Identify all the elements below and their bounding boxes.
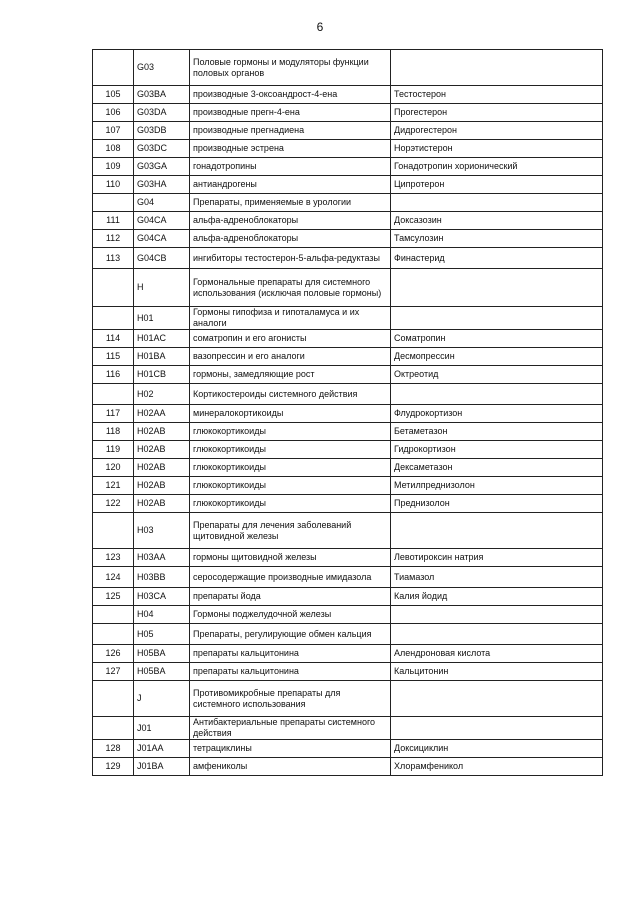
row-number-cell: 126 — [93, 645, 134, 663]
row-number-cell: 118 — [93, 423, 134, 441]
row-number-cell — [93, 606, 134, 624]
table-row — [93, 423, 603, 441]
table-row — [93, 50, 603, 86]
table-row — [93, 681, 603, 717]
atc-code-cell: H01 — [134, 307, 190, 330]
drug-name-cell: Алендроновая кислота — [391, 645, 603, 663]
row-number-cell: 114 — [93, 330, 134, 348]
atc-code-cell: G04CA — [134, 212, 190, 230]
drug-name-cell: Дексаметазон — [391, 459, 603, 477]
group-description-cell: производные эстрена — [190, 140, 391, 158]
group-description-cell: препараты кальцитонина — [190, 663, 391, 681]
atc-code-cell: H02AA — [134, 405, 190, 423]
row-number-cell: 113 — [93, 248, 134, 269]
table-row — [93, 307, 603, 330]
drug-name-cell: Тамсулозин — [391, 230, 603, 248]
table-row — [93, 740, 603, 758]
drug-name-cell — [391, 513, 603, 549]
drug-name-cell: Гидрокортизон — [391, 441, 603, 459]
group-description-cell: Препараты для лечения заболеваний щитовидной железы — [190, 513, 391, 549]
group-description-cell: Кортикостероиды системного действия — [190, 384, 391, 405]
atc-drug-table — [92, 49, 603, 776]
table-row — [93, 645, 603, 663]
table-row — [93, 269, 603, 307]
row-number-cell: 111 — [93, 212, 134, 230]
table-row — [93, 230, 603, 248]
atc-code-cell: G03BA — [134, 86, 190, 104]
table-row — [93, 158, 603, 176]
row-number-cell: 128 — [93, 740, 134, 758]
row-number-cell: 115 — [93, 348, 134, 366]
drug-name-cell — [391, 681, 603, 717]
drug-name-cell — [391, 50, 603, 86]
group-description-cell: ингибиторы тестостерон-5-альфа-редуктазы — [190, 248, 391, 269]
group-description-cell: препараты кальцитонина — [190, 645, 391, 663]
page-number: 6 — [316, 20, 324, 34]
table-row — [93, 384, 603, 405]
group-description-cell: соматропин и его агонисты — [190, 330, 391, 348]
atc-code-cell: H03 — [134, 513, 190, 549]
drug-name-cell: Тиамазол — [391, 567, 603, 588]
group-description-cell: глюкокортикоиды — [190, 495, 391, 513]
atc-code-cell: G04CA — [134, 230, 190, 248]
atc-code-cell: G03HA — [134, 176, 190, 194]
drug-name-cell: Тестостерон — [391, 86, 603, 104]
table-row — [93, 366, 603, 384]
table-row — [93, 495, 603, 513]
drug-name-cell — [391, 624, 603, 645]
group-description-cell: Половые гормоны и модуляторы функции половых органов — [190, 50, 391, 86]
drug-name-cell: Доксазозин — [391, 212, 603, 230]
table-row — [93, 86, 603, 104]
group-description-cell: Гормоны гипофиза и гипоталамуса и их аналоги — [190, 307, 391, 330]
row-number-cell: 105 — [93, 86, 134, 104]
row-number-cell: 106 — [93, 104, 134, 122]
group-description-cell: препараты йода — [190, 588, 391, 606]
row-number-cell — [93, 269, 134, 307]
group-description-cell: альфа-адреноблокаторы — [190, 212, 391, 230]
drug-name-cell: Гонадотропин хорионический — [391, 158, 603, 176]
row-number-cell — [93, 624, 134, 645]
row-number-cell: 123 — [93, 549, 134, 567]
table-row — [93, 549, 603, 567]
row-number-cell — [93, 681, 134, 717]
table-row — [93, 176, 603, 194]
group-description-cell: гормоны, замедляющие рост — [190, 366, 391, 384]
drug-name-cell — [391, 269, 603, 307]
atc-code-cell: H05BA — [134, 663, 190, 681]
table-row — [93, 212, 603, 230]
group-description-cell: амфениколы — [190, 758, 391, 776]
table-row — [93, 248, 603, 269]
atc-code-cell: J01 — [134, 717, 190, 740]
row-number-cell: 129 — [93, 758, 134, 776]
atc-code-cell: H01CB — [134, 366, 190, 384]
atc-code-cell: H05 — [134, 624, 190, 645]
group-description-cell: глюкокортикоиды — [190, 441, 391, 459]
drug-name-cell: Норэтистерон — [391, 140, 603, 158]
atc-code-cell: H01BA — [134, 348, 190, 366]
drug-name-cell: Октреотид — [391, 366, 603, 384]
group-description-cell: альфа-адреноблокаторы — [190, 230, 391, 248]
row-number-cell — [93, 50, 134, 86]
group-description-cell: Препараты, применяемые в урологии — [190, 194, 391, 212]
group-description-cell: Противомикробные препараты для системного использования — [190, 681, 391, 717]
atc-code-cell: G04 — [134, 194, 190, 212]
group-description-cell: тетрациклины — [190, 740, 391, 758]
group-description-cell: глюкокортикоиды — [190, 477, 391, 495]
drug-name-cell: Хлорамфеникол — [391, 758, 603, 776]
table-row — [93, 459, 603, 477]
atc-code-cell: H04 — [134, 606, 190, 624]
group-description-cell: гормоны щитовидной железы — [190, 549, 391, 567]
table-row — [93, 330, 603, 348]
drug-name-cell: Бетаметазон — [391, 423, 603, 441]
row-number-cell — [93, 194, 134, 212]
group-description-cell: серосодержащие производные имидазола — [190, 567, 391, 588]
atc-code-cell: H02AB — [134, 459, 190, 477]
table-row — [93, 567, 603, 588]
drug-name-cell — [391, 307, 603, 330]
group-description-cell: гонадотропины — [190, 158, 391, 176]
group-description-cell: производные 3-оксоандрост-4-ена — [190, 86, 391, 104]
table-row — [93, 588, 603, 606]
group-description-cell: Гормоны поджелудочной железы — [190, 606, 391, 624]
row-number-cell: 127 — [93, 663, 134, 681]
drug-name-cell: Ципротерон — [391, 176, 603, 194]
table-row — [93, 122, 603, 140]
row-number-cell — [93, 307, 134, 330]
drug-name-cell: Доксициклин — [391, 740, 603, 758]
drug-name-cell: Кальцитонин — [391, 663, 603, 681]
drug-name-cell: Финастерид — [391, 248, 603, 269]
row-number-cell — [93, 513, 134, 549]
table-row — [93, 513, 603, 549]
atc-code-cell: H02AB — [134, 441, 190, 459]
row-number-cell — [93, 717, 134, 740]
atc-code-cell: H03BB — [134, 567, 190, 588]
atc-code-cell: G03DA — [134, 104, 190, 122]
row-number-cell: 125 — [93, 588, 134, 606]
atc-code-cell: H05BA — [134, 645, 190, 663]
drug-name-cell: Флудрокортизон — [391, 405, 603, 423]
table-row — [93, 348, 603, 366]
row-number-cell: 117 — [93, 405, 134, 423]
table-row — [93, 717, 603, 740]
row-number-cell: 108 — [93, 140, 134, 158]
table-row — [93, 194, 603, 212]
row-number-cell: 107 — [93, 122, 134, 140]
atc-code-cell: H01AC — [134, 330, 190, 348]
group-description-cell: антиандрогены — [190, 176, 391, 194]
group-description-cell: Препараты, регулирующие обмен кальция — [190, 624, 391, 645]
atc-code-cell: H02AB — [134, 495, 190, 513]
table-row — [93, 441, 603, 459]
drug-name-cell: Соматропин — [391, 330, 603, 348]
row-number-cell: 124 — [93, 567, 134, 588]
table-row — [93, 663, 603, 681]
drug-name-cell: Метилпреднизолон — [391, 477, 603, 495]
atc-table-body — [93, 50, 603, 776]
table-row — [93, 606, 603, 624]
table-row — [93, 140, 603, 158]
atc-code-cell: H02AB — [134, 477, 190, 495]
row-number-cell: 116 — [93, 366, 134, 384]
atc-code-cell: G03 — [134, 50, 190, 86]
atc-code-cell: H02AB — [134, 423, 190, 441]
row-number-cell: 121 — [93, 477, 134, 495]
atc-code-cell: G03GA — [134, 158, 190, 176]
atc-code-cell: J01BA — [134, 758, 190, 776]
group-description-cell: вазопрессин и его аналоги — [190, 348, 391, 366]
table-row — [93, 624, 603, 645]
table-row — [93, 758, 603, 776]
atc-code-cell: H03AA — [134, 549, 190, 567]
group-description-cell: производные прегн-4-ена — [190, 104, 391, 122]
drug-name-cell: Прогестерон — [391, 104, 603, 122]
drug-name-cell — [391, 384, 603, 405]
row-number-cell: 112 — [93, 230, 134, 248]
group-description-cell: минералокортикоиды — [190, 405, 391, 423]
drug-name-cell — [391, 194, 603, 212]
row-number-cell: 120 — [93, 459, 134, 477]
atc-code-cell: G04CB — [134, 248, 190, 269]
group-description-cell: глюкокортикоиды — [190, 423, 391, 441]
table-row — [93, 104, 603, 122]
drug-name-cell: Преднизолон — [391, 495, 603, 513]
row-number-cell: 122 — [93, 495, 134, 513]
row-number-cell: 110 — [93, 176, 134, 194]
group-description-cell: Антибактериальные препараты системного действия — [190, 717, 391, 740]
atc-code-cell: G03DC — [134, 140, 190, 158]
table-row — [93, 405, 603, 423]
drug-name-cell: Десмопрессин — [391, 348, 603, 366]
drug-name-cell: Калия йодид — [391, 588, 603, 606]
row-number-cell — [93, 384, 134, 405]
row-number-cell: 109 — [93, 158, 134, 176]
drug-name-cell — [391, 717, 603, 740]
group-description-cell: производные прегнадиена — [190, 122, 391, 140]
drug-name-cell: Дидрогестерон — [391, 122, 603, 140]
atc-code-cell: H02 — [134, 384, 190, 405]
atc-code-cell: G03DB — [134, 122, 190, 140]
group-description-cell: Гормональные препараты для системного использования (исключая половые гормоны) — [190, 269, 391, 307]
atc-code-cell: J — [134, 681, 190, 717]
row-number-cell: 119 — [93, 441, 134, 459]
atc-code-cell: H03CA — [134, 588, 190, 606]
atc-code-cell: J01AA — [134, 740, 190, 758]
atc-code-cell: H — [134, 269, 190, 307]
group-description-cell: глюкокортикоиды — [190, 459, 391, 477]
table-row — [93, 477, 603, 495]
drug-name-cell — [391, 606, 603, 624]
drug-name-cell: Левотироксин натрия — [391, 549, 603, 567]
